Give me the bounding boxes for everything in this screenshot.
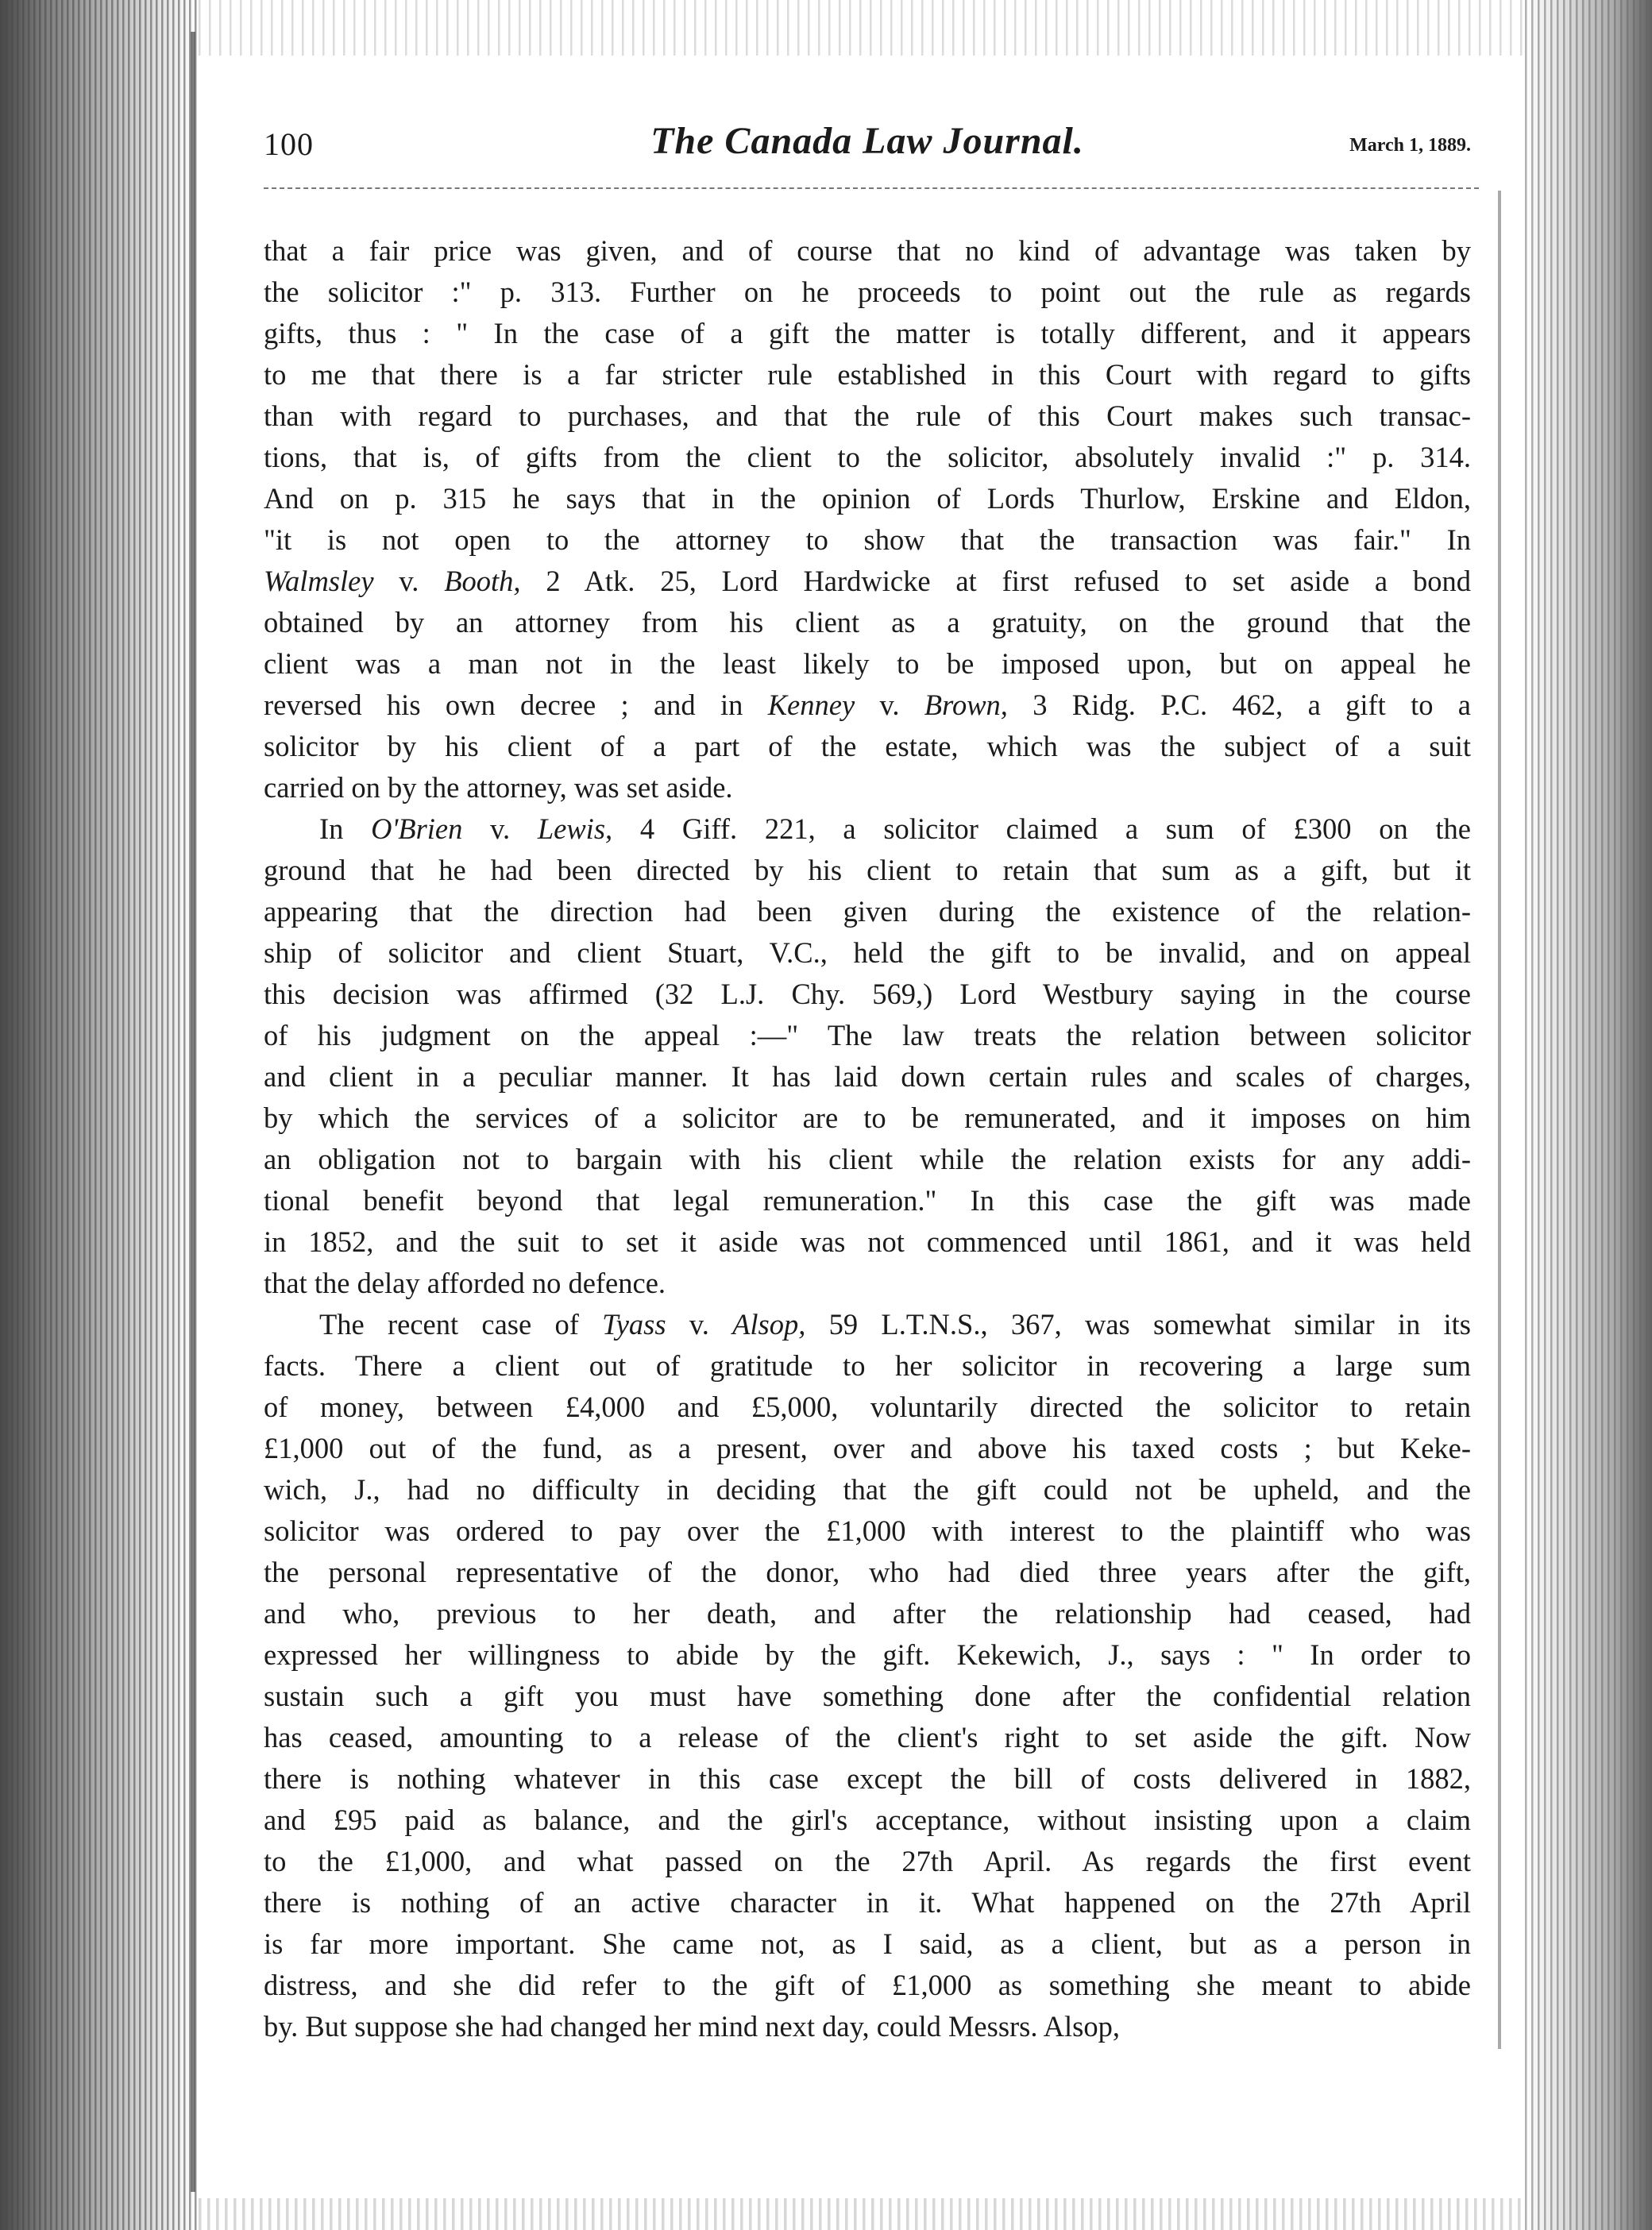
journal-title: The Canada Law Journal. <box>650 120 1084 162</box>
text-line: solicitor by his client of a part of the estate, which was the subject of a suit <box>264 730 1471 762</box>
text-line: the personal representative of the donor, who had died three years after the gift, <box>264 1556 1471 1588</box>
text-line: to me that there is a far stricter rule established in this Court with regard to gifts <box>264 358 1471 391</box>
text-line: and who, previous to her death, and after the relationship had ceased, had <box>264 1597 1471 1630</box>
text-line: and client in a peculiar manner. It has laid down certain rules and scales of charges, <box>264 1060 1471 1093</box>
text-line: £1,000 out of the fund, as a present, over and above his taxed costs ; but Keke- <box>264 1432 1471 1464</box>
text-line: solicitor was ordered to pay over the £1,000 with interest to the plaintiff who was <box>264 1514 1471 1547</box>
text-line: this decision was affirmed (32 L.J. Chy. 569,) Lord Westbury saying in the course <box>264 978 1471 1010</box>
paragraph <box>264 1304 1471 2047</box>
text-line: in 1852, and the suit to set it aside was not commenced until 1861, and it was held <box>264 1225 1471 1258</box>
text-line: by. But suppose she had changed her mind next day, could Messrs. Alsop, <box>264 2010 1120 2043</box>
text-line: The recent case of Tyass v. Alsop, 59 L.T.N.S., 367, was somewhat similar in its <box>319 1308 1472 1341</box>
text-line: facts. There a client out of gratitude to her solicitor in recovering a large sum <box>264 1349 1471 1382</box>
text-line: obtained by an attorney from his client as a gratuity, on the ground that the <box>264 606 1471 639</box>
text-line: reversed his own decree ; and in Kenney v. Brown, 3 Ridg. P.C. 462, a gift to a <box>264 689 1471 721</box>
journal-page <box>264 119 1471 2047</box>
scan-noise-top <box>199 0 1525 56</box>
article-body <box>264 230 1471 2047</box>
text-line: to the £1,000, and what passed on the 27th April. As regards the first event <box>264 1845 1471 1877</box>
text-line: wich, J., had no difficulty in deciding that the gift could not be upheld, and the <box>264 1473 1471 1506</box>
text-line: and £95 paid as balance, and the girl's acceptance, without insisting upon a claim <box>264 1804 1471 1836</box>
case-name: Brown, <box>924 689 1008 721</box>
text-line: tions, that is, of gifts from the client to the solicitor, absolutely invalid :" p. 314. <box>264 441 1471 473</box>
text-line: by which the services of a solicitor are to be remunerated, and it imposes on him <box>264 1101 1471 1134</box>
text-line: that a fair price was given, and of course that no kind of advantage was taken by <box>264 234 1471 267</box>
text-line: In O'Brien v. Lewis, 4 Giff. 221, a solicitor claimed a sum of £300 on the <box>319 812 1471 845</box>
paragraph <box>264 230 1471 808</box>
text-line: of his judgment on the appeal :—" The law treats the relation between solicitor <box>264 1019 1471 1051</box>
text-line: ground that he had been directed by his client to retain that sum as a gift, but it <box>264 854 1471 886</box>
case-name: Kenney <box>767 689 855 721</box>
scan-shadow-left <box>0 0 199 2230</box>
header-rule <box>264 187 1479 189</box>
text-line: ship of solicitor and client Stuart, V.C., held the gift to be invalid, and on appeal <box>264 936 1471 969</box>
text-line: has ceased, amounting to a release of the client's right to set aside the gift. Now <box>264 1721 1471 1754</box>
text-line: carried on by the attorney, was set aside. <box>264 771 733 804</box>
page-edge-rule <box>1498 191 1501 2049</box>
text-line: sustain such a gift you must have something done after the confidential relation <box>264 1680 1471 1712</box>
text-line: appearing that the direction had been given during the existence of the relation- <box>264 895 1471 928</box>
text-line: is far more important. She came not, as I said, as a client, but as a person in <box>264 1927 1471 1960</box>
text-line: expressed her willingness to abide by the gift. Kekewich, J., says : " In order to <box>264 1638 1471 1671</box>
scan-shadow-right <box>1525 0 1652 2230</box>
case-name: Lewis, <box>537 812 613 845</box>
text-line: than with regard to purchases, and that the rule of this Court makes such transac- <box>264 399 1471 432</box>
text-line: that the delay afforded no defence. <box>264 1267 666 1299</box>
text-line: "it is not open to the attorney to show that the transaction was fair." In <box>264 523 1471 556</box>
text-line: there is nothing of an active character in it. What happened on the 27th April <box>264 1886 1471 1919</box>
text-line: And on p. 315 he says that in the opinion of Lords Thurlow, Erskine and Eldon, <box>264 482 1471 515</box>
paragraph <box>264 808 1471 1304</box>
case-name: Booth, <box>444 565 521 597</box>
case-name: Tyass <box>602 1308 666 1341</box>
scan-noise-bottom <box>199 2198 1525 2230</box>
case-name: Alsop, <box>732 1308 806 1341</box>
text-line: Walmsley v. Booth, 2 Atk. 25, Lord Hardwicke at first refused to set aside a bond <box>264 565 1471 597</box>
issue-date: March 1, 1889. <box>1349 135 1471 156</box>
text-line: the solicitor :" p. 313. Further on he proceeds to point out the rule as regards <box>264 276 1471 308</box>
text-line: distress, and she did refer to the gift of £1,000 as something she meant to abide <box>264 1969 1471 2001</box>
case-name: O'Brien <box>371 812 463 845</box>
text-line: client was a man not in the least likely to be imposed upon, but on appeal he <box>264 647 1471 680</box>
page-number: 100 <box>264 126 314 162</box>
text-line: there is nothing whatever in this case except the bill of costs delivered in 1882, <box>264 1762 1471 1795</box>
text-line: an obligation not to bargain with his client while the relation exists for any addi- <box>264 1143 1471 1175</box>
text-line: tional benefit beyond that legal remuneration." In this case the gift was made <box>264 1184 1471 1217</box>
running-head <box>264 119 1471 183</box>
text-line: gifts, thus : " In the case of a gift the matter is totally different, and it appears <box>264 317 1471 349</box>
case-name: Walmsley <box>264 565 374 597</box>
text-line: of money, between £4,000 and £5,000, voluntarily directed the solicitor to retain <box>264 1391 1471 1423</box>
